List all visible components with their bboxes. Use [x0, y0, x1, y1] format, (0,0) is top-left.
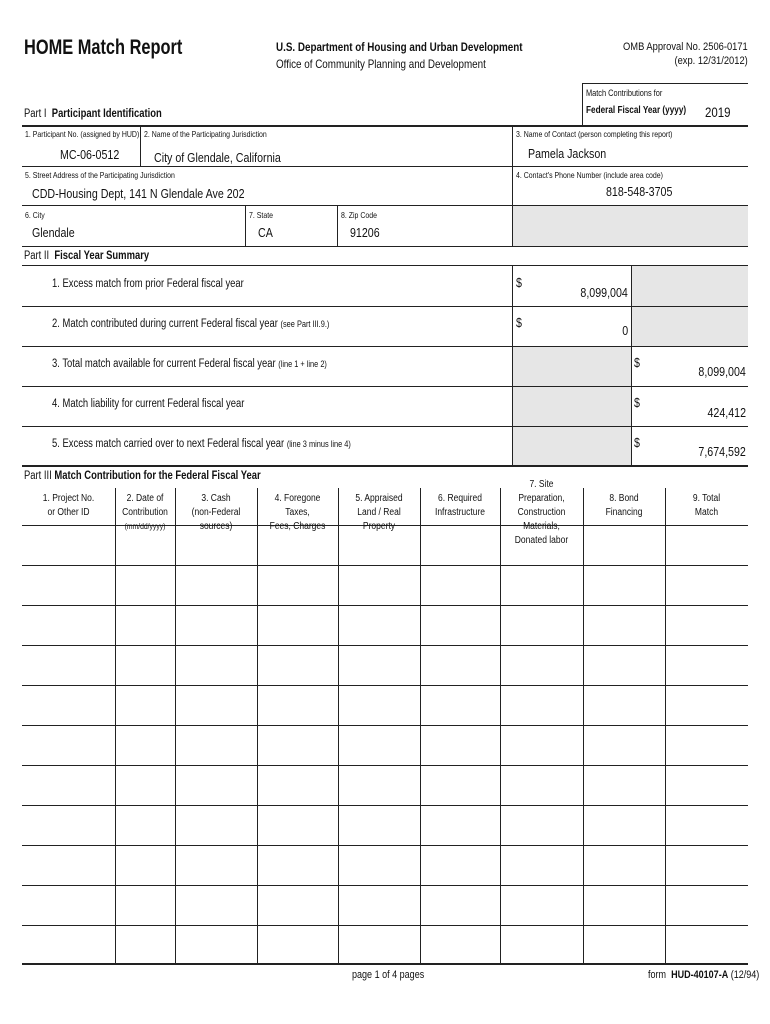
- table-cell[interactable]: [23, 766, 114, 804]
- table-cell[interactable]: [584, 686, 664, 724]
- date-format-hint: (mm/dd/yyyy): [124, 522, 166, 531]
- city-field[interactable]: Glendale: [32, 225, 75, 240]
- page-number: page 1 of 4 pages: [352, 969, 425, 981]
- table-cell[interactable]: [176, 766, 256, 804]
- table-cell[interactable]: [258, 686, 337, 724]
- table-cell[interactable]: [501, 526, 582, 564]
- table-cell[interactable]: [258, 766, 337, 804]
- table-cell[interactable]: [584, 646, 664, 684]
- table-cell[interactable]: [584, 846, 664, 884]
- table-cell[interactable]: [258, 886, 337, 924]
- part2-heading: Part II Fiscal Year Summary: [24, 250, 150, 262]
- participant-no-field[interactable]: MC-06-0512: [60, 147, 120, 162]
- table-cell[interactable]: [421, 606, 499, 644]
- fiscal-year-value[interactable]: 2019: [705, 104, 731, 120]
- table-cell[interactable]: [339, 806, 419, 844]
- part1-heading: Part I Participant Identification: [24, 108, 162, 120]
- form-number: form HUD-40107-A (12/94): [648, 969, 760, 981]
- summary-line3-label: 3. Total match available for current Federal fiscal year (line 1 + line 2): [52, 358, 327, 370]
- table-cell[interactable]: [666, 646, 747, 684]
- part3-heading: Part III Match Contribution for the Federal Fiscal Year: [24, 470, 261, 482]
- form-title: HOME Match Report: [24, 36, 183, 59]
- column-header-3: 3. Cash (non-Federal sources): [191, 493, 241, 532]
- omb-number: OMB Approval No. 2506-0171: [623, 41, 748, 53]
- table-cell[interactable]: [258, 606, 337, 644]
- table-cell[interactable]: [23, 686, 114, 724]
- table-cell[interactable]: [666, 806, 747, 844]
- table-cell[interactable]: [421, 846, 499, 884]
- table-cell[interactable]: [666, 766, 747, 804]
- table-cell[interactable]: [339, 846, 419, 884]
- column-header-7: 7. Site Preparation, Construction Materials, Donated labor: [514, 479, 569, 546]
- street-address-label: 5. Street Address of the Participating Jurisdiction: [25, 170, 175, 180]
- table-cell[interactable]: [23, 606, 114, 644]
- dollar-sign: $: [516, 315, 522, 330]
- jurisdiction-field[interactable]: City of Glendale, California: [154, 150, 281, 165]
- table-cell[interactable]: [339, 686, 419, 724]
- table-cell[interactable]: [23, 886, 114, 924]
- table-cell[interactable]: [421, 766, 499, 804]
- summary-line2-value[interactable]: 0: [622, 323, 628, 338]
- state-field[interactable]: CA: [258, 225, 273, 240]
- table-cell[interactable]: [421, 646, 499, 684]
- table-cell[interactable]: [176, 566, 256, 604]
- table-cell[interactable]: [258, 846, 337, 884]
- office-name: Office of Community Planning and Development: [276, 57, 486, 71]
- table-cell[interactable]: [501, 846, 582, 884]
- table-cell[interactable]: [584, 526, 664, 564]
- column-header-4: 4. Foregone Taxes, Fees, Charges: [269, 493, 326, 532]
- dollar-sign: $: [634, 435, 640, 450]
- table-cell[interactable]: [176, 726, 256, 764]
- table-cell[interactable]: [666, 686, 747, 724]
- table-cell[interactable]: [666, 526, 747, 564]
- table-cell[interactable]: [116, 726, 174, 764]
- table-cell[interactable]: [116, 846, 174, 884]
- table-cell[interactable]: [23, 846, 114, 884]
- table-cell[interactable]: [116, 766, 174, 804]
- table-cell[interactable]: [501, 646, 582, 684]
- table-cell[interactable]: [116, 606, 174, 644]
- column-header-8: 8. Bond Financing: [605, 493, 643, 518]
- table-cell[interactable]: [23, 566, 114, 604]
- table-cell[interactable]: [421, 926, 499, 962]
- summary-line1-label: 1. Excess match from prior Federal fiscal year: [52, 278, 244, 290]
- fiscal-year-label: Federal Fiscal Year (yyyy): [586, 105, 687, 116]
- dollar-sign: $: [516, 275, 522, 290]
- table-cell[interactable]: [421, 566, 499, 604]
- table-cell[interactable]: [501, 566, 582, 604]
- table-cell[interactable]: [176, 846, 256, 884]
- table-cell[interactable]: [501, 806, 582, 844]
- table-cell[interactable]: [339, 886, 419, 924]
- omb-expiration: (exp. 12/31/2012): [674, 55, 748, 67]
- table-cell[interactable]: [339, 726, 419, 764]
- table-cell[interactable]: [421, 806, 499, 844]
- summary-line4-label: 4. Match liability for current Federal fiscal year: [52, 398, 245, 410]
- summary-line1-value[interactable]: 8,099,004: [580, 285, 628, 300]
- table-cell[interactable]: [23, 526, 114, 564]
- table-cell[interactable]: [23, 926, 114, 962]
- table-cell[interactable]: [116, 526, 174, 564]
- table-cell[interactable]: [23, 646, 114, 684]
- state-label: 7. State: [249, 210, 274, 220]
- contact-name-label: 3. Name of Contact (person completing this report): [516, 129, 673, 139]
- participant-no-label: 1. Participant No. (assigned by HUD): [25, 129, 140, 139]
- summary-line3-value[interactable]: 8,099,004: [698, 364, 746, 379]
- table-cell[interactable]: [666, 846, 747, 884]
- table-cell[interactable]: [116, 646, 174, 684]
- street-address-field[interactable]: CDD-Housing Dept, 141 N Glendale Ave 202: [32, 186, 245, 201]
- table-cell[interactable]: [501, 766, 582, 804]
- table-cell[interactable]: [666, 886, 747, 924]
- table-cell[interactable]: [116, 926, 174, 962]
- summary-line5-value[interactable]: 7,674,592: [698, 444, 746, 459]
- table-cell[interactable]: [584, 726, 664, 764]
- column-header-6: 6. Required Infrastructure: [434, 493, 486, 518]
- phone-label: 4. Contact's Phone Number (include area code): [516, 170, 664, 180]
- fiscal-year-caption: Match Contributions for: [586, 88, 663, 98]
- table-cell[interactable]: [339, 926, 419, 962]
- table-cell[interactable]: [176, 806, 256, 844]
- table-cell[interactable]: [258, 646, 337, 684]
- table-cell[interactable]: [501, 886, 582, 924]
- table-cell[interactable]: [258, 566, 337, 604]
- table-cell[interactable]: [339, 526, 419, 564]
- table-cell[interactable]: [176, 646, 256, 684]
- dollar-sign: $: [634, 395, 640, 410]
- table-cell[interactable]: [339, 606, 419, 644]
- table-cell[interactable]: [666, 926, 747, 962]
- column-header-9: 9. Total Match: [692, 493, 721, 518]
- summary-line4-value[interactable]: 424,412: [707, 405, 746, 420]
- jurisdiction-label: 2. Name of the Participating Jurisdiction: [144, 129, 267, 139]
- table-cell[interactable]: [23, 726, 114, 764]
- table-cell[interactable]: [421, 526, 499, 564]
- table-cell[interactable]: [176, 926, 256, 962]
- table-cell[interactable]: [339, 566, 419, 604]
- contact-name-field[interactable]: Pamela Jackson: [528, 146, 607, 161]
- table-cell[interactable]: [116, 806, 174, 844]
- table-cell[interactable]: [584, 886, 664, 924]
- table-cell[interactable]: [584, 606, 664, 644]
- table-cell[interactable]: [421, 686, 499, 724]
- table-cell[interactable]: [116, 886, 174, 924]
- table-cell[interactable]: [116, 686, 174, 724]
- table-cell[interactable]: [421, 886, 499, 924]
- table-cell[interactable]: [501, 606, 582, 644]
- city-label: 6. City: [25, 210, 45, 220]
- table-cell[interactable]: [339, 766, 419, 804]
- summary-line5-label: 5. Excess match carried over to next Federal fiscal year (line 3 minus line 4): [52, 438, 351, 450]
- table-cell[interactable]: [666, 726, 747, 764]
- table-cell[interactable]: [176, 526, 256, 564]
- table-cell[interactable]: [258, 926, 337, 962]
- column-header-1: 1. Project No. or Other ID: [42, 493, 95, 518]
- table-cell[interactable]: [584, 766, 664, 804]
- column-header-5: 5. Appraised Land / Real Property: [355, 493, 403, 532]
- table-cell[interactable]: [501, 926, 582, 962]
- zip-field[interactable]: 91206: [350, 225, 380, 240]
- table-cell[interactable]: [584, 566, 664, 604]
- table-cell[interactable]: [258, 526, 337, 564]
- table-cell[interactable]: [339, 646, 419, 684]
- dollar-sign: $: [634, 355, 640, 370]
- table-cell[interactable]: [258, 726, 337, 764]
- phone-field[interactable]: 818-548-3705: [606, 184, 673, 199]
- table-cell[interactable]: [176, 606, 256, 644]
- table-cell[interactable]: [501, 686, 582, 724]
- table-cell[interactable]: [501, 726, 582, 764]
- table-cell[interactable]: [176, 886, 256, 924]
- table-cell[interactable]: [584, 806, 664, 844]
- table-cell[interactable]: [258, 806, 337, 844]
- agency-name: U.S. Department of Housing and Urban Development: [276, 40, 523, 54]
- table-cell[interactable]: [116, 566, 174, 604]
- table-cell[interactable]: [23, 806, 114, 844]
- table-cell[interactable]: [666, 606, 747, 644]
- summary-line2-label: 2. Match contributed during current Federal fiscal year (see Part III.9.): [52, 318, 330, 330]
- table-cell[interactable]: [666, 566, 747, 604]
- table-cell[interactable]: [176, 686, 256, 724]
- column-header-2: 2. Date of Contribution (mm/dd/yyyy): [120, 492, 171, 534]
- zip-label: 8. Zip Code: [341, 210, 378, 220]
- table-cell[interactable]: [584, 926, 664, 962]
- table-cell[interactable]: [421, 726, 499, 764]
